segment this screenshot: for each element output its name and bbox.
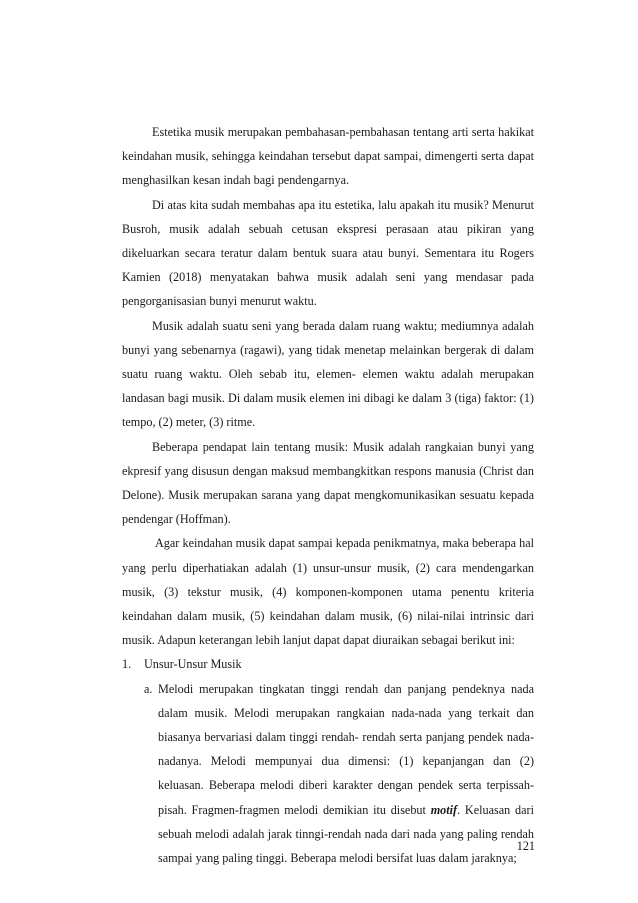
- page-body: [122, 120, 534, 870]
- list-heading-unsur-musik: [122, 652, 534, 676]
- page-number: 121: [516, 839, 535, 853]
- list-item-letter: a.: [144, 681, 153, 696]
- term-motif: motif: [430, 802, 458, 817]
- list-number: 1.: [122, 657, 132, 672]
- list-heading-text: Unsur-Unsur Musik: [144, 657, 242, 672]
- melodi-text-after: . Keluasan dari sebuah melodi adalah jarak tinngi-rendah nada dari nada yang paling rendah sampai yang paling tinggi. Beberapa melodi bersifat luas dalam jaraknya;: [158, 802, 535, 866]
- paragraph-pendapat-lain: Beberapa pendapat lain tentang musik: Musik adalah rangkaian bunyi yang ekpresif yang disusun dengan maksud membangkitkan respons manusia (Christ dan Delone). Musik merupakan sarana yang dapat mengkomunikasikan sesuatu kepada pendengar (Hoffman).: [122, 439, 534, 527]
- paragraph-definisi-musik: Di atas kita sudah membahas apa itu estetika, lalu apakah itu musik? Menurut Busroh, musik adalah sebuah cetusan ekspresi perasaan atau pikiran yang dikeluarkan secara teratur dalam bentuk suara atau bunyi. Sementara itu Rogers Kamien (2018) menyatakan bahwa musik adalah seni yang mendasar pada pengorganisasian bunyi menurut waktu.: [122, 197, 534, 309]
- list-item-melodi: [122, 677, 534, 871]
- paragraph-estetika-musik: Estetika musik merupakan pembahasan-pembahasan tentang arti serta hakikat keindahan musik, sehingga keindahan tersebut dapat sampai, dimengerti serta dapat menghasilkan kesan indah bagi pendengarnya.: [122, 125, 534, 188]
- melodi-text-before: Melodi merupakan tingkatan tinggi rendah dan panjang pendeknya nada dalam musik. Melodi merupakan rangkaian nada-nada yang terkait dan biasanya bervariasi dalam tinggi rendah- rendah serta panjang pendek nada-nadanya. Melodi mempunyai dua dimensi: (1) kepanjangan dan (2) keluasan. Beberapa melodi diberi karakter dengan pendek serta terpissah-pisah. Fragmen-fragmen melodi demikian itu disebut: [158, 681, 534, 817]
- paragraph-musik-ruang-waktu: Musik adalah suatu seni yang berada dalam ruang waktu; mediumnya adalah bunyi yang sebenarnya (ragawi), yang tidak menetap melainkan bergerak di dalam suatu ruang waktu. Oleh sebab itu, elemen- elemen waktu adalah merupakan landasan bagi musik. Di dalam musik elemen ini dibagi ke dalam 3 (tiga) faktor: (1) tempo, (2) meter, (3) ritme.: [122, 318, 534, 430]
- paragraph-keindahan-musik: Agar keindahan musik dapat sampai kepada penikmatnya, maka beberapa hal yang perlu diperhatiakan adalah (1) unsur-unsur musik, (2) cara mendengarkan musik, (3) tekstur musik, (4) komponen-komponen utama penentu kriteria keindahan dalam musik, (5) keindahan dalam musik, (6) nilai-nilai intrinsic dari musik. Adapun keterangan lebih lanjut dapat dapat diuraikan sebagai berikut ini:: [122, 536, 534, 648]
